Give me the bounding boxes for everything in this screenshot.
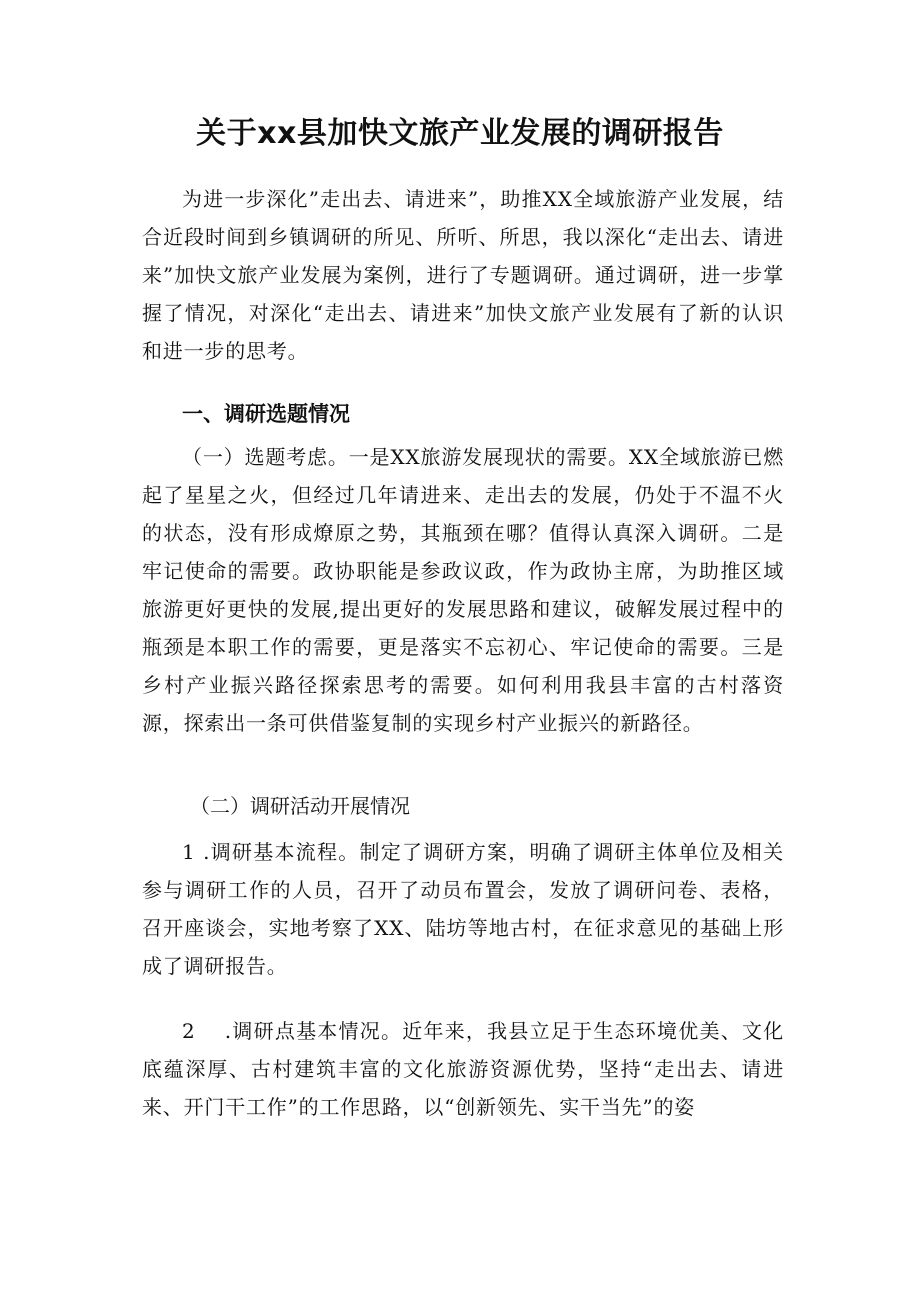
- research-process-paragraph: 1 .调研基本流程。制定了调研方案，明确了调研主体单位及相关参与调研工作的人员，召开了动员布置会，发放了调研问卷、表格，召开座谈会，实地考察了XX、陆坊等地古村，在征求意见的基础上形成了调研报告。: [142, 840, 784, 978]
- subsection-heading-2: （二）调研活动开展情况: [190, 794, 410, 818]
- topic-consideration-paragraph: （一）选题考虑。一是XX旅游发展现状的需要。XX全域旅游已燃起了星星之火，但经过几年请进来、走出去的发展，仍处于不温不火的状态，没有形成燎原之势，其瓶颈在哪？值得认真深入调研。二是牢记使命的需要。政协职能是参政议政，作为政协主席，为助推区域旅游更好更快的发展,提出更好的发展思路和建议，破解发展过程中的瓶颈是本职工作的需要，更是落实不忘初心、牢记使命的需要。三是乡村产业振兴路径探索思考的需要。如何利用我县丰富的古村落资源，探索出一条可供借鉴复制的实现乡村产业振兴的新路径。: [142, 445, 784, 735]
- research-site-paragraph: 2 .调研点基本情况。近年来，我县立足于生态环境优美、文化底蕴深厚、古村建筑丰富的文化旅游资源优势，坚持“走出去、请进来、开门干工作”的工作思路，以“创新领先、实干当先”的姿: [142, 1019, 784, 1119]
- section-heading-1: 一、调研选题情况: [182, 402, 350, 426]
- document-title: 关于xx县加快文旅产业发展的调研报告: [196, 116, 724, 151]
- intro-paragraph: 为进一步深化”走出去、请进来”，助推XX全域旅游产业发展，结合近段时间到乡镇调研的所见、所听、所思，我以深化“走出去、请进来”加快文旅产业发展为案例，进行了专题调研。通过调研，进一步掌握了情况，对深化“走出去、请进来”加快文旅产业发展有了新的认识和进一步的思考。: [142, 187, 784, 363]
